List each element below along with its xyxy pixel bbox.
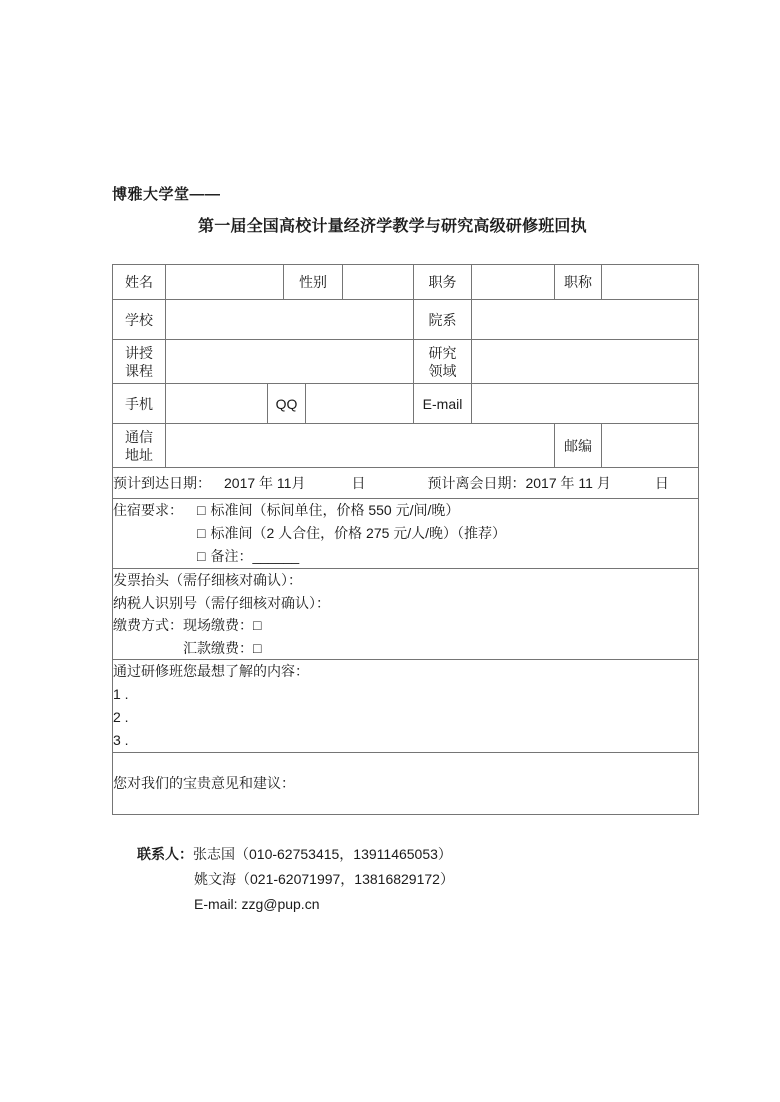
invoice-title-line[interactable]: 发票抬头（需仔细核对确认）： [113,572,302,588]
contacts-block [137,842,698,917]
accommodation-option-shared[interactable] [197,522,506,545]
interest-item-3: 3 . [113,732,129,748]
interest-item-2: 2 . [113,709,129,725]
arrival-day-suffix: 日 [351,475,366,491]
row-personal [113,265,699,300]
contact-line-3 [137,892,698,917]
accommodation-option-shared-text: 标准间（2 人合住，价格 275 元/人/晚）（推荐） [210,525,507,541]
accommodation-option-remark-text: 备注：______ [210,548,300,564]
address-label: 通信 地址 [113,424,166,468]
course-label: 讲授 课程 [113,340,166,384]
onsite-payment-label: 现场缴费： [183,617,253,633]
row-address [113,424,699,468]
payment-method-label: 缴费方式： [113,617,183,633]
zip-label: 邮编 [555,424,602,468]
row-contact [113,384,699,424]
row-invoice-payment [113,569,699,660]
jobtitle-value-cell[interactable] [602,265,699,300]
row-interests [113,660,699,753]
remit-payment-label: 汇款缴费： [183,639,253,656]
payment-onsite-line [113,614,698,637]
gender-label: 性别 [284,265,343,300]
address-value-cell[interactable] [166,424,555,468]
row-dates [113,468,699,499]
dates-cell [113,468,699,499]
contact-line-1 [137,842,698,867]
position-value-cell[interactable] [472,265,555,300]
name-value-cell[interactable] [166,265,284,300]
course-value-cell[interactable] [166,340,414,384]
accommodation-label: 住宿要求： [113,502,183,518]
interest-item-1: 1 . [113,686,129,702]
row-school [113,300,699,340]
school-label: 学校 [113,300,166,340]
checkbox-icon[interactable]: □ [197,548,206,564]
accommodation-option-remark[interactable] [197,545,506,568]
contact-email: E-mail: zzg@pup.cn [194,896,320,912]
document-content [112,183,698,917]
row-course [113,340,699,384]
contact-person-2: 姚文海（021-62071997，13816829172） [194,871,454,887]
accommodation-option-single[interactable] [197,499,506,522]
mobile-value-cell[interactable] [166,384,268,424]
interests-label: 通过研修班您最想了解的内容： [113,663,309,679]
position-label: 职务 [414,265,472,300]
checkbox-icon[interactable]: □ [253,639,262,656]
mobile-label: 手机 [113,384,166,424]
accommodation-option-single-text: 标准间（标间单住，价格 550 元/间/晚） [210,502,460,518]
gender-value-cell[interactable] [343,265,414,300]
registration-form-table [112,264,699,815]
suggestions-label: 您对我们的宝贵意见和建议： [113,775,295,791]
email-label: E-mail [414,384,472,424]
payment-remit-line [113,637,698,660]
arrival-date-value: 2017 年 11月 [224,475,306,491]
name-label: 姓名 [113,265,166,300]
document-title-line1: 博雅大学堂—— [112,186,221,203]
jobtitle-label: 职称 [555,265,602,300]
contact-line-2 [137,867,698,892]
qq-value-cell[interactable] [306,384,414,424]
checkbox-icon[interactable]: □ [253,617,262,633]
school-value-cell[interactable] [166,300,414,340]
row-suggestions [113,753,699,815]
accommodation-options [197,499,506,568]
qq-label: QQ [268,384,306,424]
zip-value-cell[interactable] [602,424,699,468]
contact-person-1: 张志国（010-62753415，13911465053） [193,846,452,862]
research-value-cell[interactable] [472,340,699,384]
departure-date-value: 2017 年 11 月 [525,475,611,491]
department-value-cell[interactable] [472,300,699,340]
departure-date-label: 预计离会日期： [427,475,526,491]
checkbox-icon[interactable]: □ [197,525,206,541]
interests-cell[interactable] [113,660,699,753]
row-accommodation [113,499,699,569]
taxpayer-id-line[interactable]: 纳税人识别号（需仔细核对确认）： [113,594,330,611]
research-label: 研究 领域 [414,340,472,384]
suggestions-cell[interactable] [113,753,699,815]
email-value-cell[interactable] [472,384,699,424]
department-label: 院系 [414,300,472,340]
departure-day-suffix: 日 [654,475,669,491]
contacts-label: 联系人： [137,846,193,862]
arrival-date-label: 预计到达日期： [113,475,211,491]
accommodation-cell [113,499,699,569]
checkbox-icon[interactable]: □ [197,502,206,518]
invoice-payment-cell [113,569,699,660]
document-title-line2: 第一届全国高校计量经济学教学与研究高级研修班回执 [198,218,587,235]
